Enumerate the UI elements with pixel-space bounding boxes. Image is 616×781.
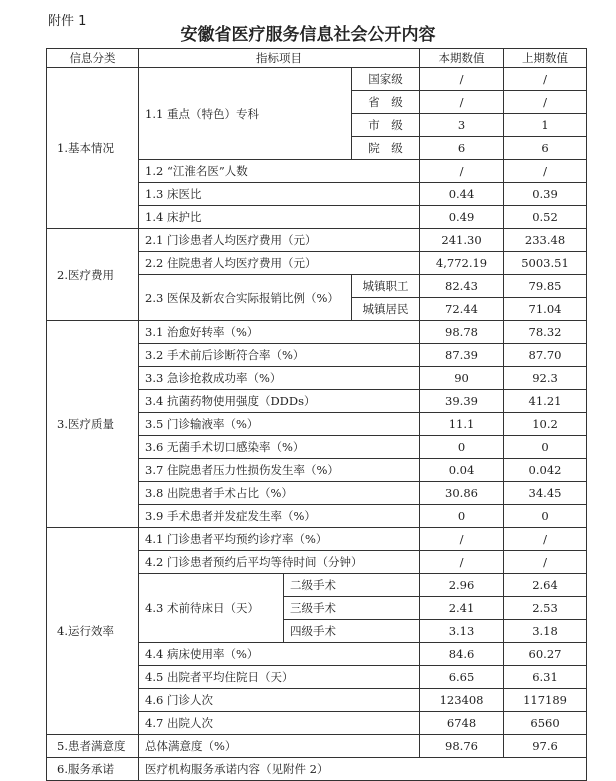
indicator-cell: 3.2 手术前后诊断符合率（%）: [139, 344, 420, 367]
previous-value-cell: 6560: [504, 712, 587, 735]
indicator-cell: 3.1 治愈好转率（%）: [139, 321, 420, 344]
current-value-cell: 84.6: [420, 643, 504, 666]
previous-value-cell: 78.32: [504, 321, 587, 344]
table-row: [47, 735, 587, 758]
indicator-cell: 2.3 医保及新农合实际报销比例（%）: [139, 275, 352, 321]
current-value-cell: /: [420, 91, 504, 114]
current-value-cell: 3.13: [420, 620, 504, 643]
current-value-cell: 6748: [420, 712, 504, 735]
previous-value-cell: 0: [504, 505, 587, 528]
previous-value-cell: 97.6: [504, 735, 587, 758]
indicator-cell: 3.9 手术患者并发症发生率（%）: [139, 505, 420, 528]
current-value-cell: 0.49: [420, 206, 504, 229]
sub-indicator-cell: 城镇居民: [352, 298, 420, 321]
header-previous: 上期数值: [504, 49, 587, 68]
previous-value-cell: 1: [504, 114, 587, 137]
indicator-cell: 1.3 床医比: [139, 183, 420, 206]
previous-value-cell: 79.85: [504, 275, 587, 298]
category-cell: 6.服务承诺: [47, 758, 139, 781]
previous-value-cell: 3.18: [504, 620, 587, 643]
indicator-cell: 4.3 术前待床日（天）: [139, 574, 284, 643]
current-value-cell: /: [420, 68, 504, 91]
indicator-cell: 4.4 病床使用率（%）: [139, 643, 420, 666]
indicator-cell: 4.2 门诊患者预约后平均等待时间（分钟）: [139, 551, 420, 574]
table-row: [47, 528, 587, 551]
current-value-cell: 11.1: [420, 413, 504, 436]
indicator-cell: 1.4 床护比: [139, 206, 420, 229]
current-value-cell: 0.04: [420, 459, 504, 482]
previous-value-cell: 87.70: [504, 344, 587, 367]
current-value-cell: /: [420, 551, 504, 574]
previous-value-cell: /: [504, 91, 587, 114]
previous-value-cell: 92.3: [504, 367, 587, 390]
indicator-cell: 3.6 无菌手术切口感染率（%）: [139, 436, 420, 459]
previous-value-cell: /: [504, 68, 587, 91]
current-value-cell: 87.39: [420, 344, 504, 367]
category-cell: 5.患者满意度: [47, 735, 139, 758]
current-value-cell: /: [420, 160, 504, 183]
previous-value-cell: /: [504, 551, 587, 574]
current-value-cell: 123408: [420, 689, 504, 712]
indicator-cell: 3.7 住院患者压力性损伤发生率（%）: [139, 459, 420, 482]
indicator-cell: 2.2 住院患者人均医疗费用（元）: [139, 252, 420, 275]
table-body: [47, 49, 587, 781]
current-value-cell: 72.44: [420, 298, 504, 321]
category-cell: 4.运行效率: [47, 528, 139, 735]
previous-value-cell: 2.53: [504, 597, 587, 620]
sub-indicator-cell: 市 级: [352, 114, 420, 137]
header-current: 本期数值: [420, 49, 504, 68]
sub-indicator-cell: 三级手术: [284, 597, 420, 620]
current-value-cell: 98.76: [420, 735, 504, 758]
table-row: [47, 68, 587, 91]
sub-indicator-cell: 院 级: [352, 137, 420, 160]
previous-value-cell: 71.04: [504, 298, 587, 321]
indicator-cell: 4.5 出院者平均住院日（天）: [139, 666, 420, 689]
indicator-cell: 3.3 急诊抢救成功率（%）: [139, 367, 420, 390]
previous-value-cell: 10.2: [504, 413, 587, 436]
sub-indicator-cell: 四级手术: [284, 620, 420, 643]
sub-indicator-cell: 省 级: [352, 91, 420, 114]
sub-indicator-cell: 国家级: [352, 68, 420, 91]
attachment-label: 附件 1: [48, 14, 87, 29]
indicator-cell: 总体满意度（%）: [139, 735, 420, 758]
header-row: [47, 49, 587, 68]
current-value-cell: 82.43: [420, 275, 504, 298]
category-cell: 3.医疗质量: [47, 321, 139, 528]
category-cell: 2.医疗费用: [47, 229, 139, 321]
indicator-cell: 2.1 门诊患者人均医疗费用（元）: [139, 229, 420, 252]
indicator-cell: 1.2 “江淮名医”人数: [139, 160, 420, 183]
current-value-cell: 39.39: [420, 390, 504, 413]
previous-value-cell: 6.31: [504, 666, 587, 689]
previous-value-cell: /: [504, 160, 587, 183]
indicator-cell: 3.4 抗菌药物使用强度（DDDs）: [139, 390, 420, 413]
previous-value-cell: /: [504, 528, 587, 551]
current-value-cell: 6: [420, 137, 504, 160]
current-value-cell: 4,772.19: [420, 252, 504, 275]
current-value-cell: 0: [420, 505, 504, 528]
table-row: [47, 758, 587, 781]
current-value-cell: 6.65: [420, 666, 504, 689]
current-value-cell: 98.78: [420, 321, 504, 344]
previous-value-cell: 117189: [504, 689, 587, 712]
indicator-cell: 4.7 出院人次: [139, 712, 420, 735]
indicator-cell: 3.8 出院患者手术占比（%）: [139, 482, 420, 505]
table-row: [47, 229, 587, 252]
indicator-cell: 1.1 重点（特色）专科: [139, 68, 352, 160]
previous-value-cell: 34.45: [504, 482, 587, 505]
current-value-cell: 2.96: [420, 574, 504, 597]
previous-value-cell: 60.27: [504, 643, 587, 666]
current-value-cell: 0: [420, 436, 504, 459]
previous-value-cell: 5003.51: [504, 252, 587, 275]
current-value-cell: 90: [420, 367, 504, 390]
previous-value-cell: 41.21: [504, 390, 587, 413]
previous-value-cell: 2.64: [504, 574, 587, 597]
indicator-cell: 4.1 门诊患者平均预约诊疗率（%）: [139, 528, 420, 551]
current-value-cell: 241.30: [420, 229, 504, 252]
sub-indicator-cell: 二级手术: [284, 574, 420, 597]
current-value-cell: 30.86: [420, 482, 504, 505]
page-title: 安徽省医疗服务信息社会公开内容: [180, 25, 436, 45]
previous-value-cell: 0.042: [504, 459, 587, 482]
header-indicator: 指标项目: [139, 49, 420, 68]
info-table: [46, 48, 587, 781]
previous-value-cell: 0: [504, 436, 587, 459]
indicator-cell: 医疗机构服务承诺内容（见附件 2）: [139, 758, 587, 781]
indicator-cell: 3.5 门诊输液率（%）: [139, 413, 420, 436]
current-value-cell: 0.44: [420, 183, 504, 206]
category-cell: 1.基本情况: [47, 68, 139, 229]
previous-value-cell: 6: [504, 137, 587, 160]
previous-value-cell: 0.52: [504, 206, 587, 229]
previous-value-cell: 233.48: [504, 229, 587, 252]
header-category: 信息分类: [47, 49, 139, 68]
table-row: [47, 321, 587, 344]
indicator-cell: 4.6 门诊人次: [139, 689, 420, 712]
previous-value-cell: 0.39: [504, 183, 587, 206]
sub-indicator-cell: 城镇职工: [352, 275, 420, 298]
current-value-cell: 2.41: [420, 597, 504, 620]
current-value-cell: /: [420, 528, 504, 551]
current-value-cell: 3: [420, 114, 504, 137]
